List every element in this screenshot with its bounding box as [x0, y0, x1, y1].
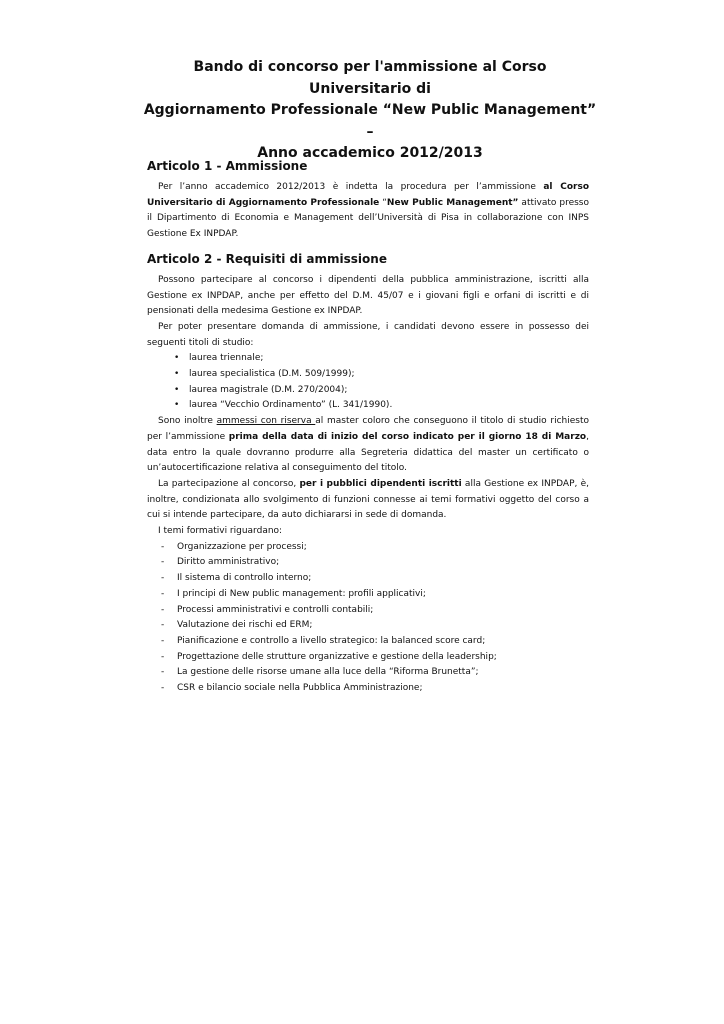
list-item: [147, 665, 589, 681]
dash: -: [161, 604, 165, 615]
art1-text-e: attivato presso il Dipartimento di Economia e Management dell’Università di Pisa in collaborazione con INPS Gestione Ex INPDAP.: [147, 197, 589, 240]
degree-text: laurea triennale;: [189, 353, 264, 364]
bullet: •: [174, 369, 180, 380]
dash: -: [161, 683, 165, 694]
document-body: [147, 158, 589, 697]
article-2-paragraph-2: Per poter presentare domanda di ammissione, i candidati devono essere in possesso dei seguenti titoli di studio:: [147, 321, 589, 348]
list-item: [147, 555, 589, 571]
list-item: [147, 398, 589, 414]
list-item: [147, 681, 589, 697]
art2-p3-text-e: , data entro la quale dovranno produrre alla Segreteria didattica del master un certificato o un’autocertificazione relativa al conseguimento del titolo.: [147, 431, 589, 474]
bullet: •: [174, 353, 180, 364]
article-2-heading: Articolo 2 - Requisiti di ammissione: [147, 251, 387, 266]
degree-text: laurea “Vecchio Ordinamento” (L. 341/1990).: [189, 400, 393, 411]
article-2-paragraph-3: [147, 414, 589, 477]
article-1-heading: Articolo 1 - Ammissione: [147, 159, 308, 173]
deadline-text: prima della data di inizio del corso indicato per il giorno 18 di Marzo: [228, 431, 587, 442]
dash: -: [161, 620, 165, 631]
topic-text: CSR e bilancio sociale nella Pubblica Amministrazione;: [177, 683, 423, 694]
list-item: [147, 587, 589, 603]
art1-text-c: “: [379, 197, 387, 208]
art2-p3-text-a: Sono inoltre: [158, 416, 217, 427]
degree-list: [147, 351, 589, 414]
public-employees-text: per i pubblici dipendenti iscritti: [299, 478, 462, 489]
art1-programme-name: New Public Management”: [386, 197, 519, 208]
bullet: •: [174, 400, 180, 411]
list-item: [147, 603, 589, 619]
degree-text: laurea specialistica (D.M. 509/1999);: [189, 369, 355, 380]
article-1-paragraph: [147, 180, 589, 243]
dash: -: [161, 573, 165, 584]
topic-text: Pianificazione e controllo a livello strategico: la balanced score card;: [177, 635, 486, 646]
article-2-paragraph-4: [147, 477, 589, 524]
list-item: [147, 571, 589, 587]
list-item: [147, 618, 589, 634]
dash: -: [161, 541, 165, 552]
dash: -: [161, 588, 165, 599]
dash: -: [161, 557, 165, 568]
degree-text: laurea magistrale (D.M. 270/2004);: [189, 384, 348, 395]
title-line-3: Anno accademico 2012/2013: [257, 145, 483, 161]
admitted-with-reserve: ammessi con riserva: [216, 416, 316, 427]
list-item: [147, 634, 589, 650]
title-line-1: Bando di concorso per l'ammissione al Corso Universitario di: [193, 59, 547, 97]
list-item: [147, 540, 589, 556]
document-title: [140, 57, 600, 165]
article-2-paragraph-5: I temi formativi riguardano:: [158, 526, 283, 537]
art1-text-a: Per l’anno accademico 2012/2013 è indetta la procedura per l’ammissione: [158, 182, 544, 192]
article-2-paragraph-1: Possono partecipare al concorso i dipendenti della pubblica amministrazione, iscritti alla Gestione ex INPDAP, anche per effetto del D.M. 45/07 e i giovani figli e orfani di iscritti e di pensionati della medesima Gestione ex INPDAP.: [147, 274, 589, 317]
topic-text: Processi amministrativi e controlli contabili;: [177, 604, 374, 615]
list-item: [147, 351, 589, 367]
dash: -: [161, 635, 165, 646]
title-line-2: Aggiornamento Professionale “New Public Management” –: [143, 102, 597, 140]
topic-text: Valutazione dei rischi ed ERM;: [177, 620, 313, 631]
topic-text: I principi di New public management: profili applicativi;: [177, 588, 426, 599]
list-item: [147, 383, 589, 399]
dash: -: [161, 651, 165, 662]
art1-course-name: al Corso Universitario di Aggiornamento Professionale: [147, 182, 589, 208]
topic-text: Organizzazione per processi;: [177, 541, 307, 552]
list-item: [147, 367, 589, 383]
topics-list: [147, 540, 589, 697]
bullet: •: [174, 384, 180, 395]
art2-p4-text-c: alla Gestione ex INPDAP, è, inoltre, condizionata allo svolgimento di funzioni connesse ai temi formativi oggetto del corso a cui si intende partecipare, da auto dichiararsi in sede di domanda.: [147, 478, 589, 521]
topic-text: Diritto amministrativo;: [177, 557, 280, 568]
list-item: [147, 650, 589, 666]
art2-p4-text-a: La partecipazione al concorso,: [158, 478, 300, 489]
dash: -: [161, 667, 165, 678]
topic-text: La gestione delle risorse umane alla luce della “Riforma Brunetta”;: [177, 667, 479, 678]
art2-p3-text-c: al master coloro che conseguono il titolo di studio richiesto per l’ammissione: [147, 416, 589, 442]
topic-text: Progettazione delle strutture organizzative e gestione della leadership;: [177, 651, 497, 662]
topic-text: Il sistema di controllo interno;: [177, 573, 312, 584]
